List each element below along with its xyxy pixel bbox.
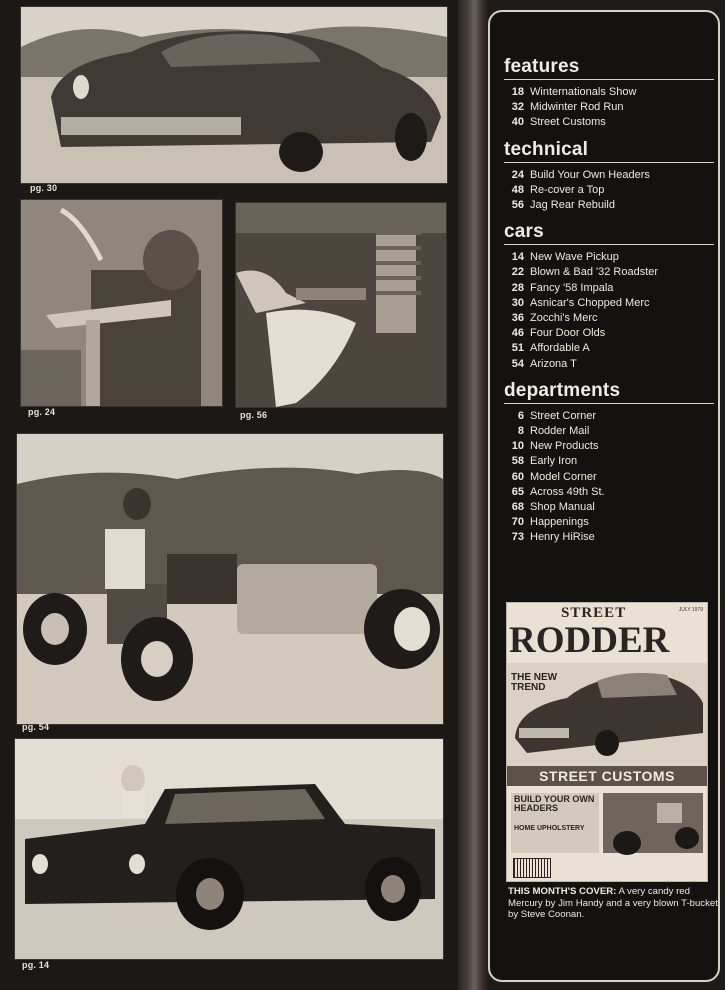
toc-page-number: 60 [511, 470, 524, 483]
toc-entry[interactable] [504, 183, 714, 198]
toc-title: Midwinter Rod Run [530, 101, 624, 114]
toc-page-number: 10 [511, 440, 524, 453]
toc-title: Jag Rear Rebuild [530, 199, 615, 212]
toc-entry[interactable] [504, 326, 714, 341]
toc-page-number: 58 [511, 455, 524, 468]
toc-entry[interactable] [504, 168, 714, 183]
toc-page-number: 68 [511, 501, 524, 514]
section-heading: technical [504, 139, 714, 163]
toc-title: Across 49th St. [530, 485, 605, 498]
toc-page-number: 48 [511, 183, 524, 196]
photo-label-pg56: pg. 56 [240, 410, 268, 420]
toc-page-number: 46 [511, 327, 524, 340]
photo-label-pg14: pg. 14 [22, 960, 50, 970]
section-departments [504, 380, 714, 546]
section-heading: cars [504, 221, 714, 245]
toc-title: Fancy '58 Impala [530, 281, 614, 294]
barcode-icon [513, 858, 551, 878]
toc-page-number: 36 [511, 312, 524, 325]
cover-caption-text: A very candy red Mercury by Jim Handy and a very blown T-bucket by Steve Coonan. [508, 886, 718, 920]
toc-entry[interactable] [504, 357, 714, 372]
toc-entry[interactable] [504, 515, 714, 530]
toc-entry[interactable] [504, 311, 714, 326]
toc-page-number: 51 [511, 342, 524, 355]
toc-entry[interactable] [504, 100, 714, 115]
cover-date: JULY 1979 [678, 607, 703, 613]
photo-arizona-t [16, 433, 444, 725]
toc-title: Shop Manual [530, 501, 595, 514]
toc-page-number: 32 [511, 101, 524, 114]
toc-entry[interactable] [504, 470, 714, 485]
cover-feature-box [511, 793, 599, 853]
toc-title: Rodder Mail [530, 425, 590, 438]
toc-entry[interactable] [504, 296, 714, 311]
toc-title: Early Iron [530, 455, 578, 468]
photo-new-wave-pickup [14, 738, 444, 960]
toc-title: Build Your Own Headers [530, 168, 650, 181]
toc-page-number: 56 [511, 199, 524, 212]
toc-title: Zocchi's Merc [530, 312, 598, 325]
toc-title: Henry HiRise [530, 531, 595, 544]
toc-page-number: 14 [511, 251, 524, 264]
cover-masthead-top: STREET [561, 605, 627, 621]
photo-jag-rear [235, 202, 447, 408]
cover-masthead: RODDER [509, 620, 670, 661]
toc-title: Asnicar's Chopped Merc [530, 296, 650, 309]
page-gutter [458, 0, 488, 990]
toc-title: New Wave Pickup [530, 251, 619, 264]
cover-caption-lead: THIS MONTH'S COVER: [508, 886, 617, 897]
section-technical [504, 139, 714, 214]
toc-title: Winternationals Show [530, 86, 637, 98]
toc-entry[interactable] [504, 265, 714, 280]
toc-entry[interactable] [504, 485, 714, 500]
toc-title: Street Customs [530, 116, 606, 129]
section-cars [504, 221, 714, 372]
toc-title: Happenings [530, 516, 589, 529]
toc-entry[interactable] [504, 198, 714, 213]
toc-page-number: 73 [511, 531, 524, 544]
toc-entry[interactable] [504, 439, 714, 454]
photo-chopped-merc [20, 6, 448, 184]
photo-label-pg24: pg. 24 [28, 407, 56, 417]
toc-page-number: 65 [511, 485, 524, 498]
toc-page-number: 24 [511, 168, 524, 181]
toc-page-number: 22 [511, 266, 524, 279]
toc-entry[interactable] [504, 424, 714, 439]
toc-entry[interactable] [504, 281, 714, 296]
toc-title: Affordable A [530, 342, 590, 355]
table-of-contents [504, 56, 714, 554]
toc-title: Re-cover a Top [530, 183, 605, 196]
toc-page-number: 28 [511, 281, 524, 294]
toc-entry[interactable] [504, 454, 714, 469]
toc-entry[interactable] [504, 341, 714, 356]
toc-page-number: 30 [511, 296, 524, 309]
toc-entry[interactable] [504, 115, 714, 130]
cover-caption [508, 886, 718, 921]
toc-title: Blown & Bad '32 Roadster [530, 266, 659, 279]
cover-box-headline: BUILD YOUR OWN HEADERS [514, 794, 595, 813]
toc-page-number: 54 [511, 357, 524, 370]
photo-label-pg30: pg. 30 [30, 183, 58, 193]
toc-entry[interactable] [504, 250, 714, 265]
toc-entry[interactable] [504, 409, 714, 424]
photo-headers-build [20, 199, 223, 407]
toc-title: Model Corner [530, 470, 597, 483]
toc-page-number: 70 [511, 516, 524, 529]
toc-title: Four Door Olds [530, 327, 606, 340]
toc-entry[interactable] [504, 85, 714, 100]
contents-page [488, 10, 720, 982]
section-features [504, 56, 714, 131]
toc-title: New Products [530, 440, 599, 453]
section-heading: features [504, 56, 714, 80]
toc-page-number: 40 [511, 116, 524, 129]
cover-band-headline: STREET CUSTOMS [507, 766, 707, 786]
cover-trend-headline: THE NEW TREND [511, 672, 558, 693]
photo-label-pg54: pg. 54 [22, 722, 50, 732]
toc-entry[interactable] [504, 500, 714, 515]
toc-page-number: 8 [517, 425, 524, 438]
cover-thumbnail[interactable] [506, 602, 708, 882]
toc-entry[interactable] [504, 530, 714, 545]
toc-title: Arizona T [530, 357, 577, 370]
toc-page-number: 18 [511, 86, 524, 98]
section-heading: departments [504, 380, 714, 404]
cover-box-subhead: HOME UPHOLSTERY [514, 825, 585, 832]
toc-page-number: 6 [517, 409, 524, 422]
toc-title: Street Corner [530, 409, 597, 422]
